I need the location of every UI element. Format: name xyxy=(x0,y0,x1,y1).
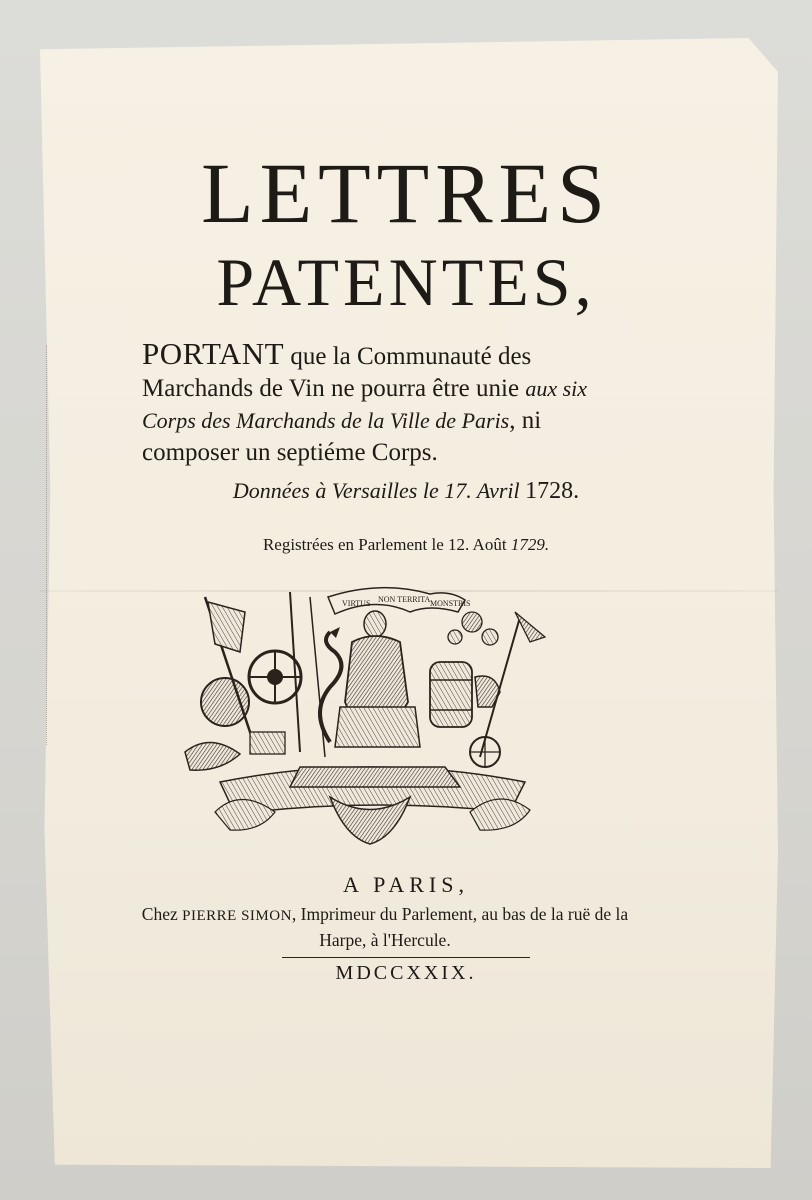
title-line-1: LETTRES xyxy=(201,145,611,241)
imprint-date-roman: MDCCXXIX. xyxy=(335,962,477,984)
engraved-vignette xyxy=(180,582,562,847)
imprint-address: , Imprimeur du Parlement, au bas de la ruë de la Harpe, à l'Hercule. xyxy=(291,904,629,950)
given-at-year: 1728. xyxy=(525,478,580,504)
svg-text:MONSTRIS: MONSTRIS xyxy=(430,599,471,608)
registration-year: 1729. xyxy=(510,535,550,554)
svg-text:NON TERRITA: NON TERRITA xyxy=(378,595,431,604)
imprint-place: A PARIS, xyxy=(342,872,469,897)
summary-paragraph xyxy=(142,338,612,469)
title-line-2: PATENTES, xyxy=(216,244,596,320)
registration-line xyxy=(0,535,812,555)
imprint-chez: Chez xyxy=(141,904,183,924)
summary-text-1: que la Communauté des Marchands de Vin ne pourra être unie xyxy=(142,343,532,402)
vignette-engraving xyxy=(180,582,562,847)
summary-lead-word: PORTANT xyxy=(142,336,285,371)
imprint-printer xyxy=(140,902,630,952)
given-at-text: Données à Versailles le 17. Avril xyxy=(232,478,526,503)
registration-text: Registrées en Parlement le 12. Août xyxy=(262,535,511,554)
imprint-rule xyxy=(282,957,530,958)
imprint-printer-name: PIERRE SIMON xyxy=(182,908,292,924)
summary-italic-text: aux six Corps des Marchands de la Ville de Paris xyxy=(142,376,588,433)
given-at-line xyxy=(0,478,812,505)
svg-text:VIRTUS: VIRTUS xyxy=(342,599,371,608)
summary-text-2: , ni composer un septiéme Corps. xyxy=(142,407,542,466)
